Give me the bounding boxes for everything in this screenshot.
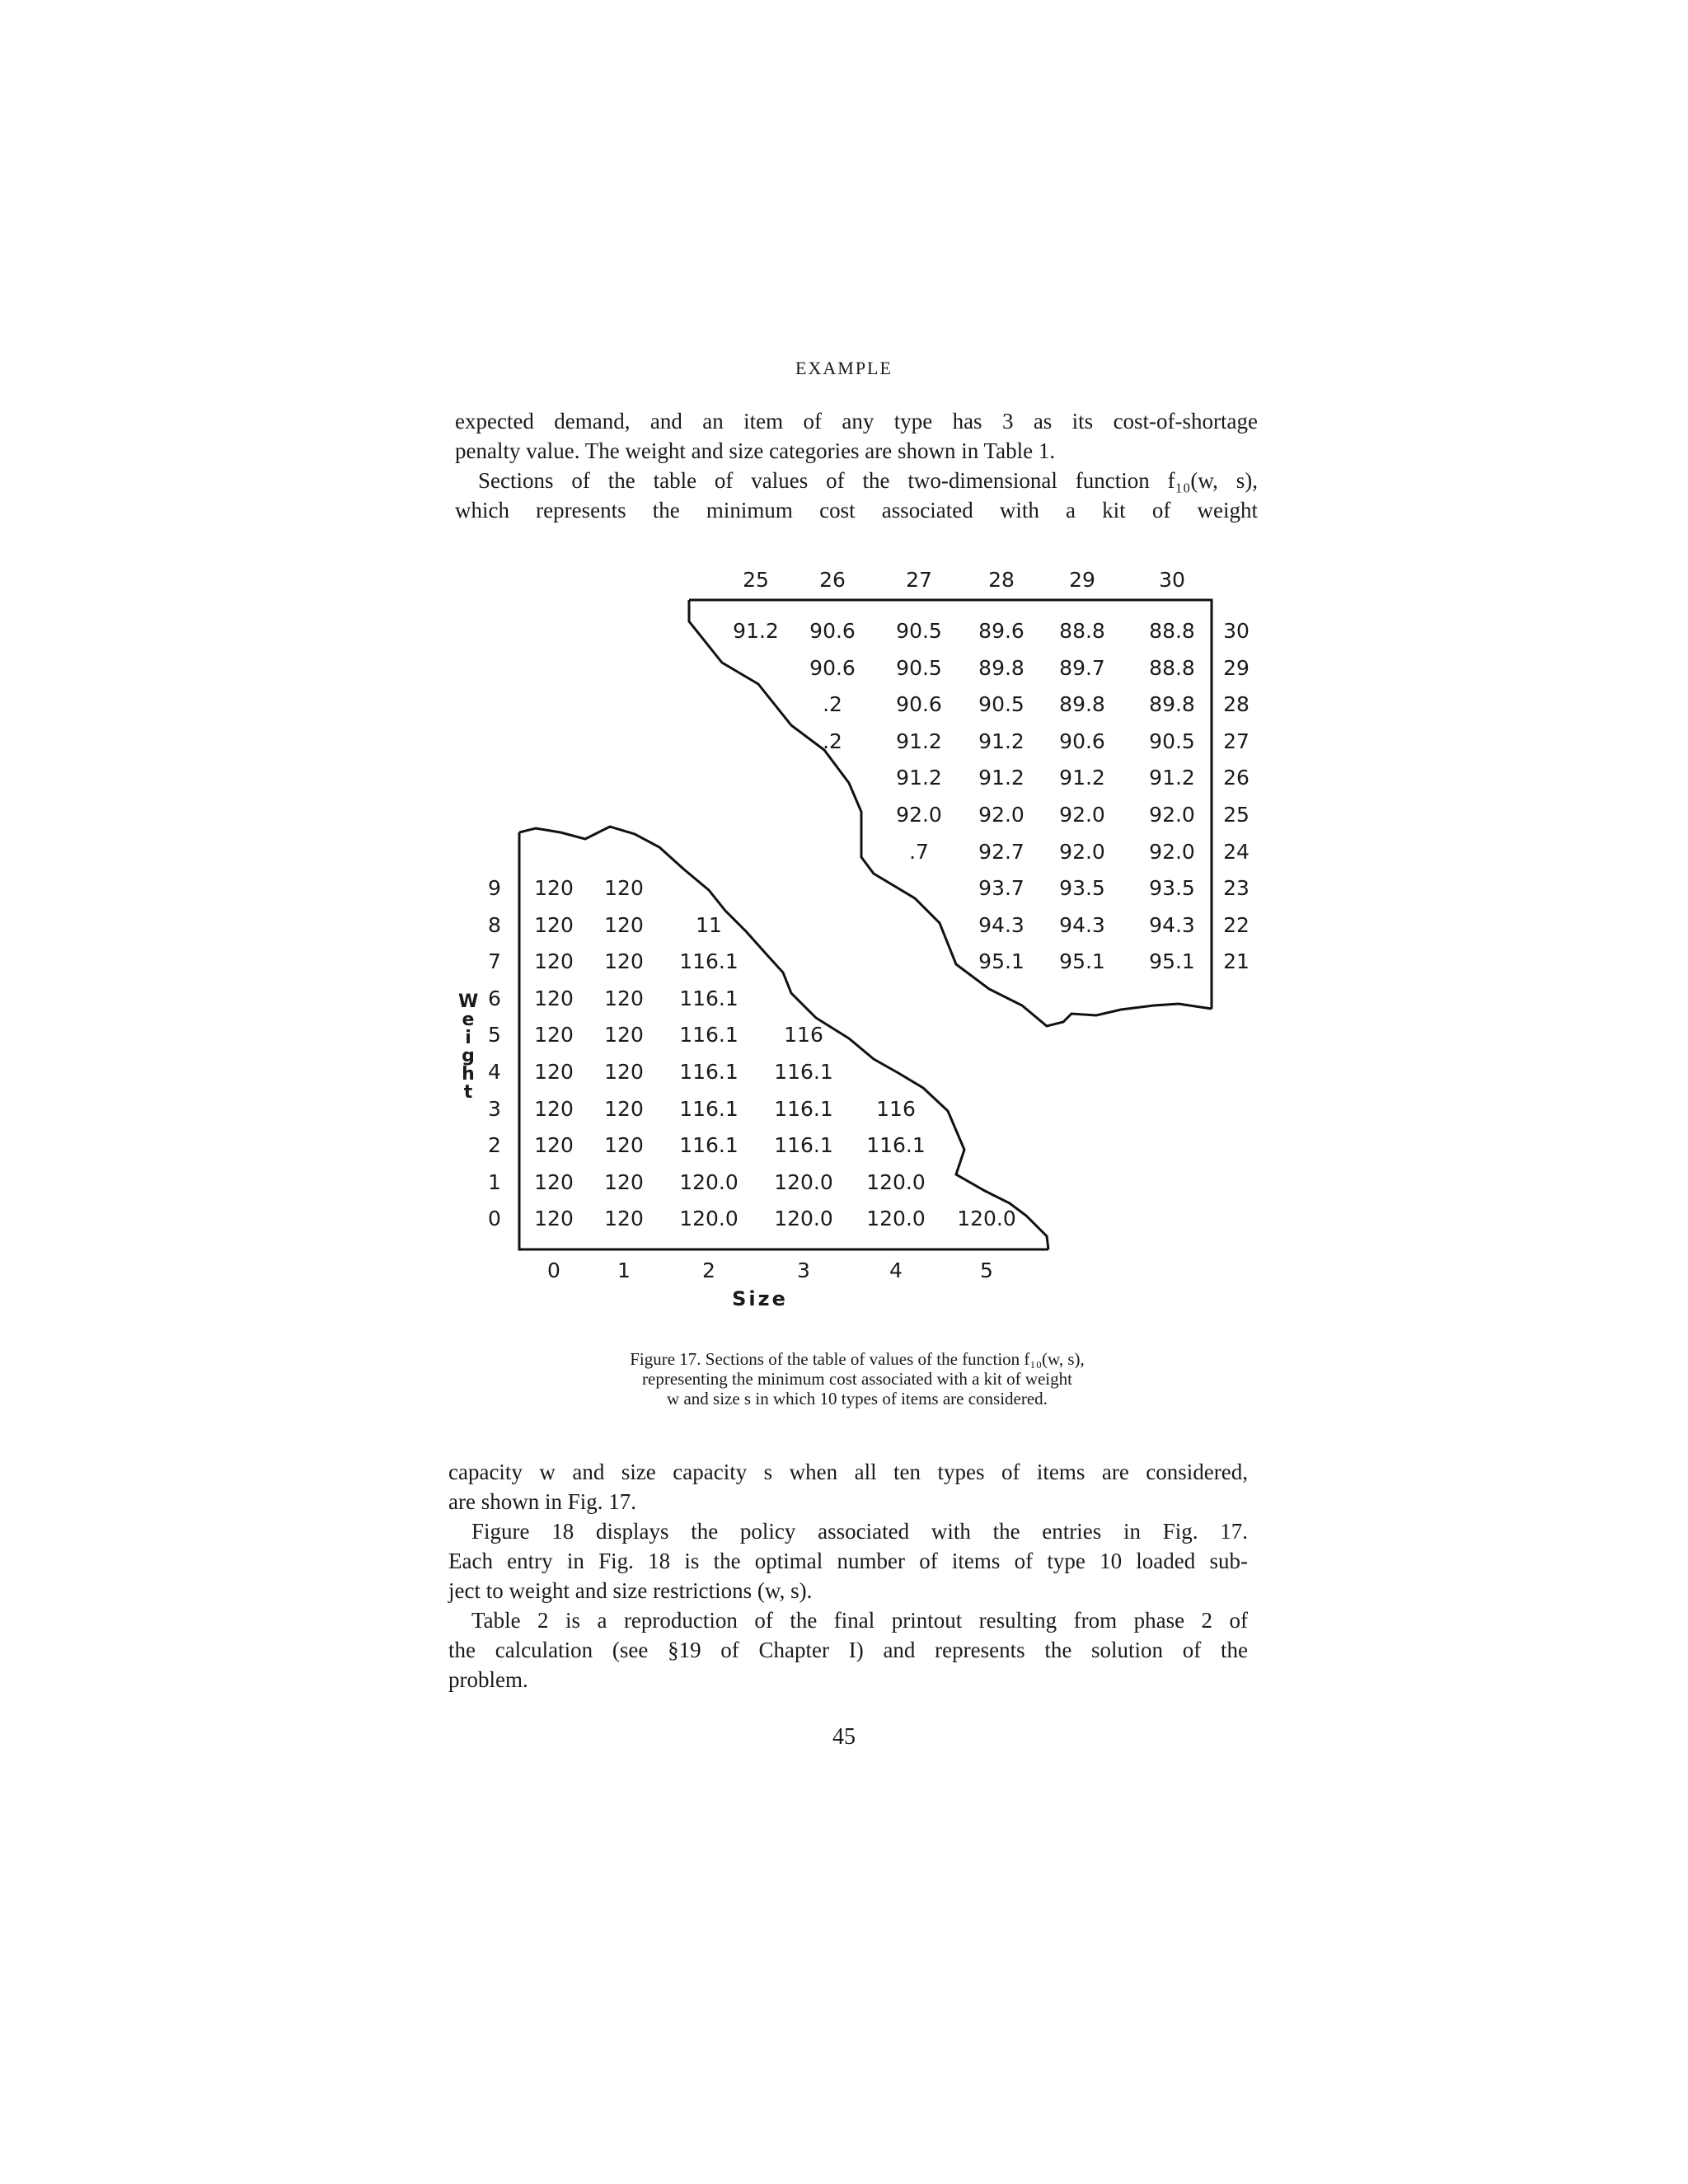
lower-row-header: 6	[488, 986, 501, 1010]
upper-cell-value: 89.7	[1059, 655, 1105, 680]
text-line: capacity w and size capacity s when all ten types of items are considered,	[448, 1460, 1248, 1484]
upper-cell-value: 91.2	[1059, 766, 1105, 790]
body-paragraph	[448, 1457, 1248, 1694]
lower-cell-value: 120.0	[774, 1169, 833, 1194]
upper-cell-value: .7	[909, 839, 929, 864]
lower-cell-value: 116.1	[679, 1096, 738, 1121]
text-line: penalty value. The weight and size categories are shown in Table 1.	[455, 438, 1056, 463]
text-line: problem.	[448, 1667, 528, 1692]
upper-cell-value: 89.6	[978, 619, 1025, 643]
upper-cell-value: 90.6	[1059, 729, 1105, 753]
lower-row-header: 4	[488, 1060, 501, 1084]
upper-row-header: 21	[1223, 949, 1250, 974]
upper-cell-value: 92.0	[1149, 803, 1195, 827]
lower-cell-value: 116.1	[774, 1096, 833, 1121]
lower-cell-value: 120	[604, 1169, 644, 1194]
upper-cell-value: 90.5	[1149, 729, 1195, 753]
lower-row-header: 2	[488, 1133, 501, 1158]
upper-cell-value: 93.7	[978, 876, 1025, 901]
lower-row-header: 8	[488, 912, 501, 937]
lower-cell-value: 120	[534, 876, 574, 900]
upper-cell-value: 92.0	[896, 803, 942, 827]
lower-cell-value: 120	[534, 1133, 574, 1158]
lower-cell-value: 120	[534, 1096, 574, 1121]
upper-cell-value: 93.5	[1149, 876, 1195, 901]
upper-cell-value: 92.7	[978, 839, 1025, 864]
upper-cell-value: .2	[823, 692, 842, 717]
upper-cell-value: 91.2	[1149, 766, 1195, 790]
upper-cell-value: 88.8	[1059, 619, 1105, 643]
lower-cell-value: 11	[696, 912, 722, 937]
lower-cell-value: 120.0	[957, 1207, 1016, 1231]
lower-row-header: 7	[488, 949, 501, 974]
upper-cell-value: .2	[823, 729, 842, 753]
upper-cell-value: 91.2	[896, 766, 942, 790]
lower-cell-value: 120	[604, 912, 644, 937]
upper-cell-value: 88.8	[1149, 619, 1195, 643]
upper-cell-value: 95.1	[978, 949, 1025, 974]
lower-row-header: 9	[488, 876, 501, 900]
lower-cell-value: 120	[534, 1023, 574, 1047]
lower-cell-value: 116.1	[679, 1060, 738, 1084]
lower-cell-value: 116.1	[679, 986, 738, 1010]
upper-row-header: 27	[1223, 729, 1250, 753]
lower-cell-value: 120	[534, 949, 574, 974]
lower-column-header: 3	[797, 1258, 810, 1282]
upper-cell-value: 91.2	[733, 619, 779, 643]
page-number: 45	[832, 1724, 856, 1750]
upper-cell-value: 91.2	[978, 729, 1025, 753]
upper-column-header: 25	[743, 568, 769, 592]
upper-cell-value: 88.8	[1149, 655, 1195, 680]
text-line: Each entry in Fig. 18 is the optimal number of items of type 10 loaded sub-	[448, 1549, 1248, 1573]
figure-caption	[528, 1349, 1187, 1408]
upper-cell-value: 90.6	[809, 655, 856, 680]
lower-cell-value: 120	[534, 1060, 574, 1084]
text-line: Sections of the table of values of the two-dimensional function f₁₀(w, s),	[478, 468, 1258, 493]
lower-row-header: 5	[488, 1023, 501, 1047]
lower-cell-value: 120	[604, 1096, 644, 1121]
upper-cell-value: 89.8	[1149, 692, 1195, 717]
lower-cell-value: 120	[604, 949, 644, 974]
upper-cell-value: 94.3	[1059, 912, 1105, 937]
upper-row-header: 26	[1223, 766, 1250, 790]
text-line: ject to weight and size restrictions (w, s).	[448, 1578, 813, 1603]
lower-column-header: 0	[547, 1258, 560, 1282]
upper-cell-value: 95.1	[1149, 949, 1195, 974]
upper-cell-value: 90.5	[978, 692, 1025, 717]
upper-row-header: 28	[1223, 692, 1250, 717]
lower-row-header: 0	[488, 1207, 501, 1231]
lower-column-header: 2	[702, 1258, 715, 1282]
upper-row-header: 22	[1223, 912, 1250, 937]
upper-row-header: 23	[1223, 876, 1250, 901]
lower-cell-value: 120	[534, 912, 574, 937]
upper-cell-value: 89.8	[1059, 692, 1105, 717]
lower-cell-value: 116.1	[774, 1133, 833, 1158]
upper-cell-value: 90.6	[809, 619, 856, 643]
upper-cell-value: 94.3	[978, 912, 1025, 937]
lower-cell-value: 120.0	[866, 1207, 926, 1231]
upper-cell-value: 92.0	[978, 803, 1025, 827]
lower-cell-value: 116.1	[679, 1133, 738, 1158]
lower-cell-value: 120	[604, 1023, 644, 1047]
lower-cell-value: 116.1	[679, 1023, 738, 1047]
upper-cell-value: 90.6	[896, 692, 942, 717]
text-line: which represents the minimum cost associated with a kit of weight	[455, 498, 1258, 523]
caption-line: w and size s in which 10 types of items are considered.	[667, 1389, 1048, 1408]
lower-cell-value: 120.0	[866, 1169, 926, 1194]
lower-cell-value: 120	[604, 876, 644, 900]
lower-cell-value: 120	[534, 986, 574, 1010]
text-line: are shown in Fig. 17.	[448, 1489, 636, 1514]
lower-cell-value: 120	[604, 1207, 644, 1231]
upper-cell-value: 90.5	[896, 655, 942, 680]
y-axis-label: W e i g h t	[458, 991, 479, 1103]
upper-column-header: 26	[819, 568, 846, 592]
upper-column-header: 27	[906, 568, 932, 592]
lower-cell-value: 120	[604, 1133, 644, 1158]
upper-cell-value: 93.5	[1059, 876, 1105, 901]
lower-cell-value: 120.0	[679, 1169, 738, 1194]
lower-column-header: 4	[889, 1258, 903, 1282]
lower-cell-value: 116.1	[679, 949, 738, 974]
upper-row-header: 24	[1223, 839, 1250, 864]
upper-column-header: 30	[1159, 568, 1185, 592]
lower-row-header: 1	[488, 1169, 501, 1194]
lower-cell-value: 120	[534, 1169, 574, 1194]
upper-row-header: 29	[1223, 655, 1250, 680]
lower-cell-value: 120	[604, 986, 644, 1010]
lower-cell-value: 120	[604, 1060, 644, 1084]
lower-cell-value: 116.1	[774, 1060, 833, 1084]
lower-column-header: 1	[617, 1258, 631, 1282]
text-line: the calculation (see §19 of Chapter I) and represents the solution of the	[448, 1638, 1248, 1662]
running-head: EXAMPLE	[795, 358, 893, 378]
upper-column-header: 29	[1069, 568, 1095, 592]
lower-cell-value: 116	[876, 1096, 916, 1121]
lower-cell-value: 120.0	[774, 1207, 833, 1231]
lower-cell-value: 120	[534, 1207, 574, 1231]
upper-cell-value: 90.5	[896, 619, 942, 643]
upper-cell-value: 91.2	[896, 729, 942, 753]
upper-cell-value: 94.3	[1149, 912, 1195, 937]
text-line: expected demand, and an item of any type has 3 as its cost-of-shortage	[455, 409, 1258, 434]
upper-cell-value: 89.8	[978, 655, 1025, 680]
text-line: Figure 18 displays the policy associated with the entries in Fig. 17.	[471, 1519, 1248, 1544]
caption-line: Figure 17. Sections of the table of values of the function f₁₀(w, s),	[630, 1349, 1085, 1369]
lower-column-header: 5	[980, 1258, 993, 1282]
caption-line: representing the minimum cost associated with a kit of weight	[642, 1369, 1072, 1389]
lower-cell-value: 116.1	[866, 1133, 926, 1158]
lower-cell-value: 120.0	[679, 1207, 738, 1231]
upper-cell-value: 92.0	[1149, 839, 1195, 864]
lower-cell-value: 116	[784, 1023, 823, 1047]
upper-row-header: 30	[1223, 619, 1250, 643]
upper-column-header: 28	[988, 568, 1015, 592]
x-axis-label: Size	[732, 1287, 788, 1310]
upper-cell-value: 92.0	[1059, 839, 1105, 864]
upper-cell-value: 92.0	[1059, 803, 1105, 827]
lower-row-header: 3	[488, 1096, 501, 1121]
upper-cell-value: 91.2	[978, 766, 1025, 790]
text-line: Table 2 is a reproduction of the final printout resulting from phase 2 of	[471, 1608, 1248, 1633]
upper-cell-value: 95.1	[1059, 949, 1105, 974]
upper-row-header: 25	[1223, 803, 1250, 827]
